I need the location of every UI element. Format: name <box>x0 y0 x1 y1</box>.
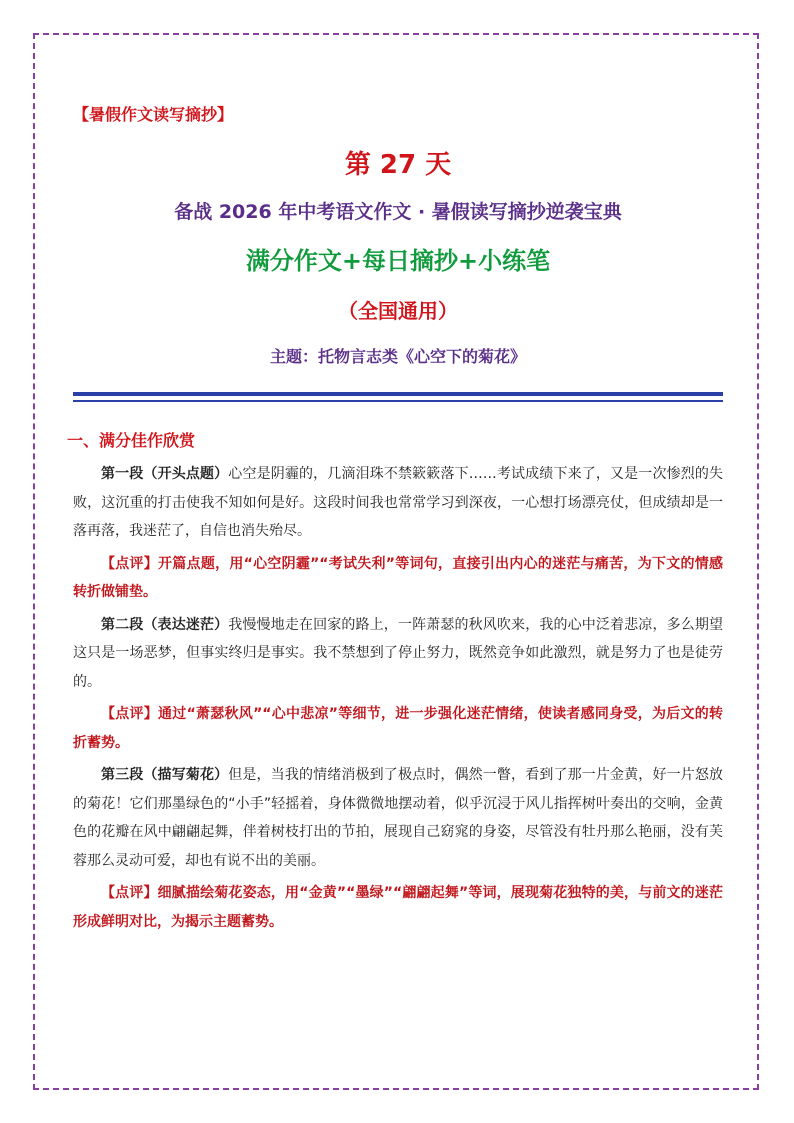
topic-title: 主题：托物言志类《心空下的菊花》 <box>269 347 526 366</box>
paragraph-text: 但是，当我的情绪消极到了极点时，偶然一瞥，看到了那一片金黄，好一片怒放的菊花！它们那墨绿色的“小手”轻摇着，身体微微地摆动着，似乎沉浸于风儿指挥树叶奏出的交响，金黄色的花瓣在风中翩翩起舞，伴着树枝打出的节拍，展现自己窈窕的身姿，尽管没有牡丹那么艳丽，没有芙蓉那么灵动可爱，却也有说不出的美丽。 <box>73 767 724 869</box>
section-heading: 一、满分佳作欣赏 <box>67 431 196 450</box>
comment-tag: 【点评】 <box>101 555 159 572</box>
day-title: 第 27 天 <box>344 150 452 180</box>
comment-text: 开篇点题，用“心空阴霾”“考试失利”等词句，直接引出内心的迷茫与痛苦，为下文的情感转折做铺垫。 <box>73 555 723 600</box>
comment-text: 细腻描绘菊花姿态，用“金黄”“墨绿”“翩翩起舞”等词，展现菊花独特的美，与前文的迷茫形成鲜明对比，为揭示主题蓄势。 <box>73 885 723 930</box>
paragraph-label: 第二段（表达迷茫） <box>101 616 229 633</box>
document-content <box>67 104 724 940</box>
paragraph-3 <box>73 761 723 875</box>
paragraph-2 <box>73 611 723 697</box>
comment-tag: 【点评】 <box>101 885 158 901</box>
comment-3 <box>73 879 723 936</box>
scope-label: （全国通用） <box>338 299 458 323</box>
paragraph-label: 第一段（开头点题） <box>101 466 229 482</box>
title-divider <box>73 392 723 402</box>
paragraph-1 <box>73 460 723 546</box>
comment-2 <box>73 700 723 757</box>
paragraph-text: 心空是阴霾的，几滴泪珠不禁簌簌落下……考试成绩下来了，又是一次惨烈的失败，这沉重的打击使我不知如何是好。这段时间我也常常学习到深夜，一心想打场漂亮仗，但成绩却是一落再落，我迷茫了，自信也消失殆尽。 <box>73 466 724 539</box>
comment-tag: 【点评】 <box>101 706 159 722</box>
paragraph-text: 我慢慢地走在回家的路上，一阵萧瑟的秋风吹来，我的心中泛着悲凉，多么期望这只是一场恶梦，但事实终归是事实。我不禁想到了停止努力，既然竞争如此激烈，就是努力了也是徒劳的。 <box>73 616 724 690</box>
comment-text: 通过“萧瑟秋风”“心中悲凉”等细节，进一步强化迷茫情绪，使读者感同身受，为后文的转折蓄势。 <box>73 706 723 751</box>
main-title: 备战 2026 年中考语文作文 · 暑假读写摘抄逆袭宝典 <box>174 201 622 223</box>
series-tag: 【暑假作文读写摘抄】 <box>73 105 234 124</box>
sub-title: 满分作文+每日摘抄+小练笔 <box>245 247 551 275</box>
comment-1 <box>73 550 723 607</box>
paragraph-label: 第三段（描写菊花） <box>101 767 229 783</box>
